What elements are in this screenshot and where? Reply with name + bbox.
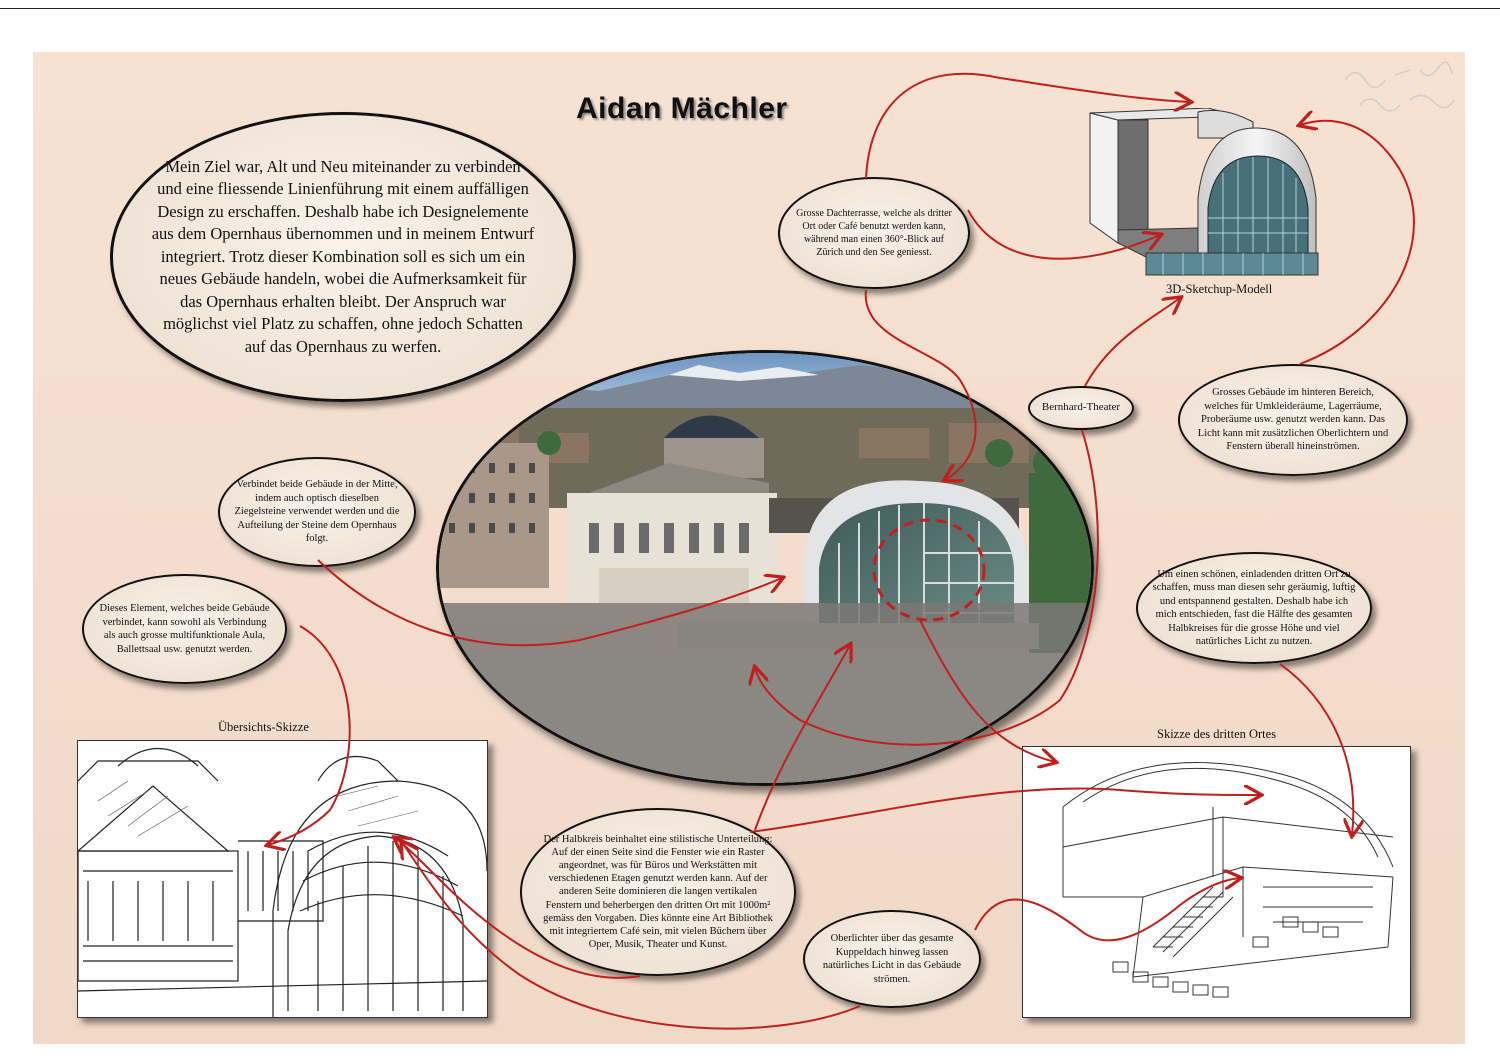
note-connector-text: Verbindet beide Gebäude in der Mitte, indem auch optisch dieselben Ziegelsteine verwendet werden und die Aufteilung der Steine dem Opernhaus folgt.: [234, 479, 400, 545]
note-bernhard-theater-text: Bernhard-Theater: [1041, 401, 1121, 414]
arrow-terrace-to-photo: [866, 290, 976, 480]
caption-overview: Übersichts-Skizze: [218, 720, 309, 734]
arrow-element-to-sketch: [268, 626, 350, 845]
arrow-halfcircle-to-third: [750, 788, 1260, 832]
note-skylights-text: Oberlichter über das gesamte Kuppeldach hinweg lassen natürliches Licht in das Gebäude strömen.: [822, 933, 962, 985]
arrow-skylights-to-overview: [402, 842, 860, 1029]
arrow-photo-to-third-sketch: [920, 620, 1055, 762]
caption-model: 3D-Sketchup-Modell: [1166, 282, 1273, 296]
arrow-halfcircle-to-overview: [395, 838, 640, 978]
arrow-connector-to-photo: [318, 560, 782, 645]
arrow-bernhard-to-photo: [755, 430, 1098, 745]
author-title: Aidan Mächler: [576, 92, 788, 125]
arrow-halfcircle-to-photo: [755, 645, 850, 830]
arrow-large-to-model: [1300, 121, 1414, 364]
main-statement-text: Mein Ziel war, Alt und Neu miteinander zu verbinden und eine fliessende Linienführung mit einem auffälligen Design zu erschaffen. Deshalb habe ich Designelemente aus dem Opernhaus übernommen und in meinem Entwurf integriert. Trotz dieser Kombination soll es sich um ein neues Gebäude handeln, wobei die Aufmerksamkeit für das Opernhaus erhalten bleibt. Der Anspruch war möglichst viel Platz zu schaffen, ohne jedoch Schatten auf das Opernhaus zu werfen.: [151, 156, 535, 356]
arrow-terrace-to-model-2: [968, 210, 1160, 259]
note-large-building-text: Grosses Gebäude im hinteren Bereich, welches für Umkleideräume, Lagerräume, Proberäume usw. genutzt werden kann. Das Licht kann mit zusätzlichen Oberlichtern und Fenstern überall hineinströmen.: [1197, 387, 1389, 453]
note-roof-terrace-text: Grosse Dachterrasse, welche als dritter Ort oder Café benutzt werden kann, während man einen 360°-Blick auf Zürich und den See geniesst.: [796, 208, 952, 258]
note-element-text: Dieses Element, welches beide Gebäude verbindet, kann sowohl als Verbindung als auch grosse multifunktionale Aula, Ballettsaal usw. genutzt werden.: [99, 603, 270, 655]
note-third-place-text: Um einen schönen, einladenden dritten Ort zu schaffen, muss man diesen sehr geräumig, luftig und entspannend gestalten. Deshalb habe ich mich entschieden, fast die Hälfte des gesamten Halbkreises für die grosse Höhe und viel natürliches Licht zu nutzen.: [1152, 568, 1356, 647]
caption-third-place: Skizze des dritten Ortes: [1157, 727, 1277, 741]
arrow-bernhard-to-model: [1085, 298, 1180, 386]
arrow-terrace-to-model: [866, 74, 1190, 178]
arrow-skylights-to-third: [975, 878, 1240, 940]
arrow-third-to-sketch: [1280, 664, 1353, 835]
note-half-circle-text: Der Halbkreis beinhaltet eine stilistische Unterteilung: Auf der einen Seite sind die Fenster wie ein Raster angeordnet, was für Büros und Werkstätten mit verschiedenen Etagen genutzt werden kann. Auf der anderen Seite dominieren die langen vertikalen Fenstern und beherbergen den dritten Ort mit 1000m² gemäss den Vorgaben. Dies könnte eine Art Bibliothek mit integriertem Café sein, mit vielen Büchern über Oper, Musik, Theater und Kunst.: [543, 833, 773, 951]
